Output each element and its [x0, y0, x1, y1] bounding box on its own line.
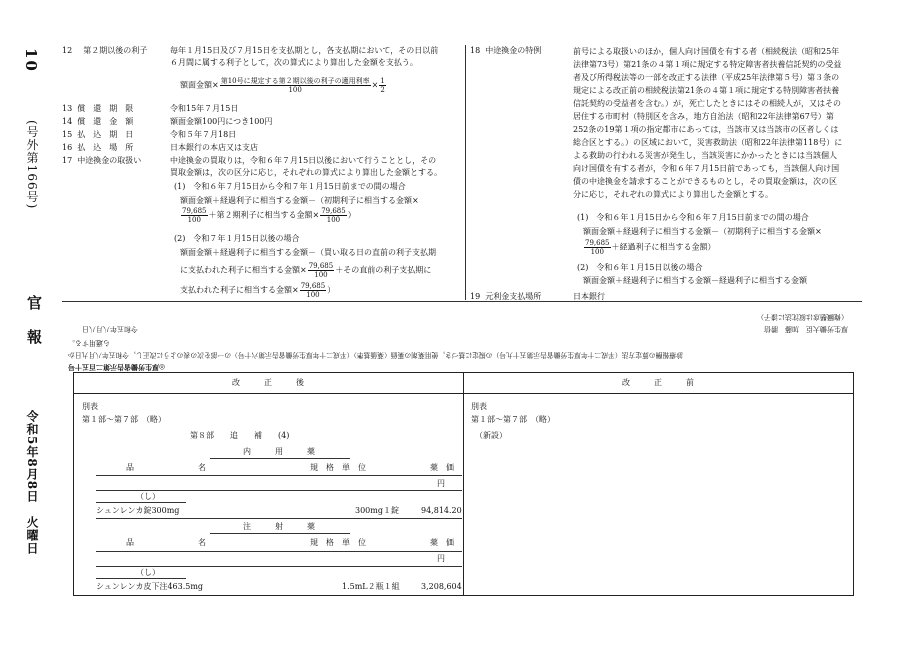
- item-18-case2: (2) 令和６年１月15日以後の場合: [577, 263, 703, 272]
- issue-number: (号外第166号): [25, 120, 39, 210]
- kana-mark: （し）: [136, 568, 160, 577]
- notice-body-cont: ら適用する。: [68, 339, 110, 347]
- column-name: 品 名: [126, 538, 206, 547]
- newly-established: （新設）: [475, 431, 507, 440]
- notice-title: ◎厚生労働省告示第二百五十号: [68, 363, 166, 372]
- page-number: 10: [22, 48, 40, 73]
- part8-heading: 第８部 追 補 (4): [190, 431, 290, 440]
- drug-price: 94,814.20: [421, 506, 462, 515]
- item-17-case2-line3: 支払われた利子に相当する金額× $\frac{79,685}{100}$ ）: [180, 282, 336, 299]
- appendix-label: 別表: [82, 402, 98, 411]
- item-18-case1-line2: $\frac{79,685}{100}$ ＋経過利子に相当する金額）: [585, 239, 716, 256]
- item-17-case2: (2) 令和７年１月15日以後の場合: [174, 234, 300, 243]
- notice-date: 令和五年八月八日: [82, 325, 138, 333]
- item-16: 16 払 込 場 所: [62, 143, 134, 152]
- item-14: 14 償 還 金 額: [62, 117, 134, 126]
- item-17-case1-formula2: $\frac{79,685}{100}$ ＋第２期利子に相当する金額× $\frac{79,685}{100}$ ）: [182, 207, 356, 224]
- item-17-case1-formula1: 額面金額＋経過利子に相当する金額－（初期利子に相当する金額×: [180, 196, 419, 205]
- drug-price: 3,208,604: [421, 582, 462, 591]
- column-name: 品 名: [126, 463, 206, 472]
- parts-omitted-before: 第１部～第７部 （略）: [471, 415, 555, 424]
- item-19: 19 元利金支払場所: [470, 292, 542, 301]
- item-19-value: 日本銀行: [573, 292, 605, 301]
- ministry-notice: [62, 302, 862, 374]
- minister-note: （俺臓懸彦は叙沈法に漆子）: [757, 313, 848, 321]
- column-spec: 規 格 単 位: [310, 463, 366, 472]
- table-head-after: 改 正 後: [232, 378, 304, 387]
- item-17-case2-line2: に支払われた利子に相当する金額× $\frac{79,685}{100}$ ＋その直前の利子支払期に: [180, 262, 432, 279]
- table-head-before: 改 正 前: [622, 378, 694, 387]
- paper-title: 官 報: [25, 295, 43, 346]
- yen-unit: 円: [437, 554, 445, 563]
- column-price: 薬 価: [430, 463, 454, 472]
- item-14-value: 額面金額100円につき100円: [170, 117, 273, 126]
- item-18-case1: (1) 令和６年１月15日から令和６年７月15日前までの間の場合: [577, 213, 809, 222]
- item-17: 17 中途換金の取扱い: [62, 156, 142, 165]
- yen-unit: 円: [437, 479, 445, 488]
- item-17-case2-line1: 額面金額＋経過利子に相当する金額－（買い取る日の直前の利子支払期: [180, 248, 436, 257]
- item-13: 13 償 還 期 限: [62, 104, 134, 113]
- item-12: 12 第２期以後の利子: [62, 46, 148, 55]
- notice-body: 診療報酬の算定方法（平成二十年厚生労働省告示第五十九号）の規定に基づき，使用薬剤の薬価（薬価基準）（平成二十年厚生労働省告示第六十号）の一部を次の表のように改正し，令和五年八月九日か: [68, 351, 683, 359]
- kana-mark: （し）: [136, 492, 160, 501]
- column-price: 薬 価: [430, 538, 454, 547]
- formula-12: 額面金額× $\frac{\text{第10号に規定する第２期以後の利子の適用利率}}{100}$ × $\frac{1}{2}$: [180, 77, 385, 94]
- drug-spec: 300mg１錠: [355, 506, 399, 515]
- item-18-case1-line1: 額面金額＋経過利子に相当する金額－（初期利子に相当する金額×: [583, 227, 822, 236]
- category-oral: 内 用 薬: [243, 447, 315, 456]
- item-18-text: 前号による取扱いのほか，個人向け国債を有する者（相続税法（昭和25年 法律第73号）第21条の４第１項に規定する特定障害者扶養信託契約の受益 者及び所得税法等の一部を改正する法律（平成25年法律第５号）第３条の 規定による改正前の相続税法第21条の４第１項に規定する特別障害者扶養 信託契約の受益者を含む。）が，死亡したときにはその相続人が，又はその 居住する市町村（特別区を含み，地方自治法（昭和22年法律第67号）第 252条の19第１項の指定都市にあっては，当該市又は当該市の区者しくは 総合区とする。）の区域において，災害救助法（昭和22年法律第118号）に よる救助の行われる災害が発生し，当該災害にかかったときには当該個人 向け国債を有する者が，令和６年７月15日前であっても，当該個人向け国 債の中途換金を請求することができるものとし，その買取金額は，次の区 分に応じ，それぞれの算式により算出した金額とする。: [573, 47, 843, 199]
- item-18: 18 中途換金の特例: [470, 46, 542, 55]
- drug-spec: 1.5mL２瓶１組: [342, 582, 400, 591]
- item-15-value: 令和５年７月18日: [170, 130, 237, 139]
- date-line: 令和5年8月8日 火曜日: [25, 410, 39, 556]
- appendix-label-before: 別表: [471, 402, 487, 411]
- parts-omitted: 第１部～第７部 （略）: [82, 415, 166, 424]
- minister-name: 厚生労働大臣 加藤 勝信: [764, 325, 848, 333]
- item-17-case1: (1) 令和６年７月15日から令和７年１月15日前までの間の場合: [174, 182, 406, 191]
- drug-name: シュンレンカ錠300mg: [96, 506, 180, 515]
- item-12-text: 毎年１月15日及び７月15日を支払期とし，各支払期において，その日以前 ６月間に属する利子として，次の算式により算出した金額を支払う。: [170, 46, 439, 67]
- category-injection: 注 射 薬: [243, 522, 315, 531]
- drug-name: シュンレンカ皮下注463.5mg: [96, 582, 204, 591]
- item-13-value: 令和15年７月15日: [170, 104, 239, 113]
- item-18-case2-line1: 額面金額＋経過利子に相当する金額－経過利子に相当する金額: [583, 276, 807, 285]
- item-16-value: 日本銀行の本店又は支店: [170, 143, 258, 152]
- column-spec: 規 格 単 位: [310, 538, 366, 547]
- item-17-text: 中途換金の買取りは，令和６年７月15日以後において行うこととし，その 買取金額は，次の区分に応じ，それぞれの算式により算出した金額とする。: [170, 156, 442, 177]
- item-15: 15 払 込 期 日: [62, 130, 134, 139]
